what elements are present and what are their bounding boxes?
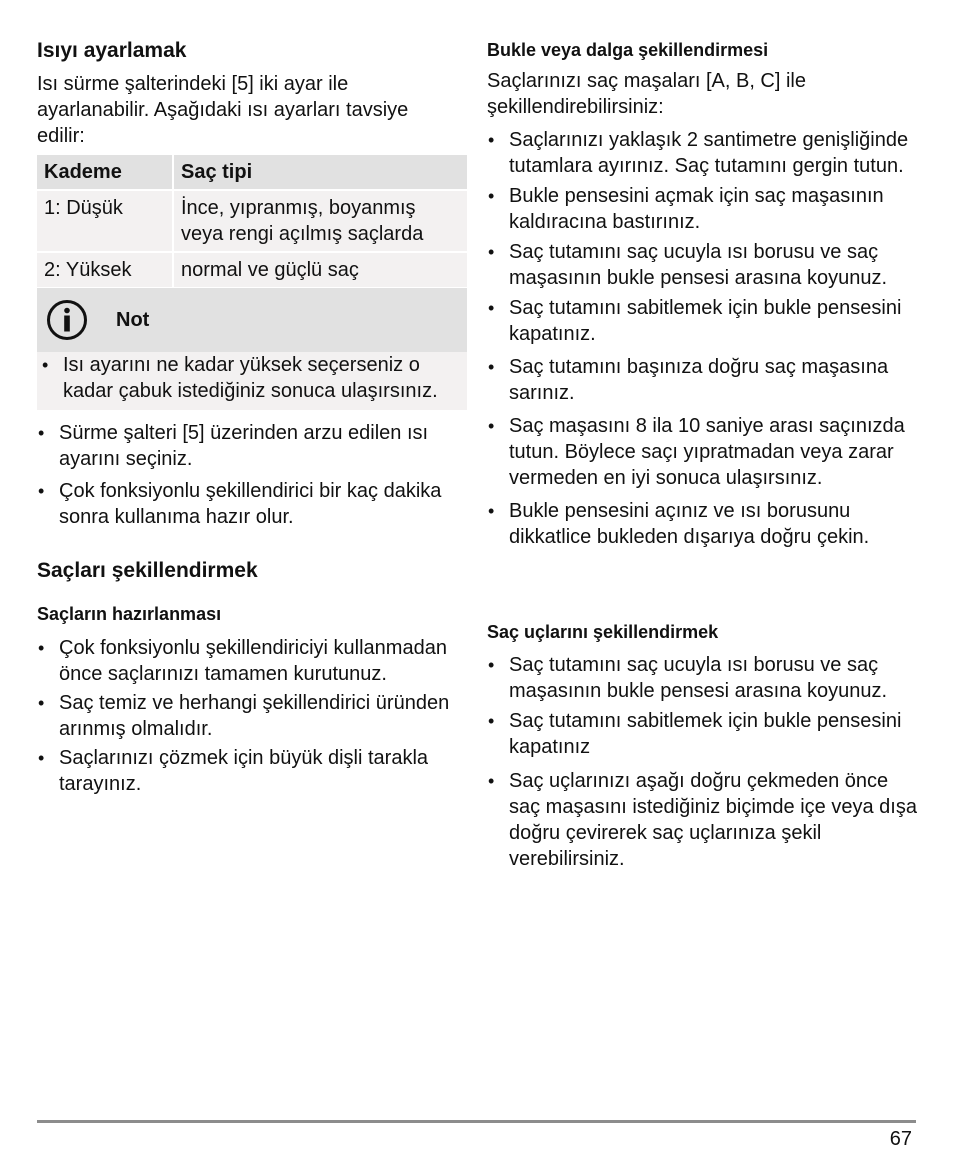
page-number: 67 [889,1128,912,1150]
table-row [37,252,467,288]
curl-steps-list [487,127,919,550]
table-cell-hair-type: normal ve güçlü saç [173,252,467,288]
list-item: • Saç tutamını sabitlemek için bukle pensesini kapatınız [487,708,919,760]
list-item: • Saç tutamını başınıza doğru saç maşasına sarınız. [487,354,919,406]
list-item: • Saç tutamını sabitlemek için bukle pensesini kapatınız. [487,295,919,347]
note-title: Not [116,309,150,331]
note-header [37,288,467,352]
table-header-level: Kademe [37,155,173,190]
list-item: • Saçlarınızı yaklaşık 2 santimetre genişliğinde tutamlara ayırınız. Saç tutamını gergin tutun. [487,127,919,179]
table-header-row [37,155,467,190]
list-item: • Sürme şalteri [5] üzerinden arzu edilen ısı ayarını seçiniz. [37,420,467,472]
tips-subtitle: Saç uçlarını şekillendirmek [487,622,719,642]
prep-steps-list [37,635,467,797]
tips-steps-list [487,652,919,872]
note-text: • Isı ayarını ne kadar yüksek seçerseniz o kadar çabuk istediğiniz sonuca ulaşırsınız. [41,352,457,404]
table-row [37,190,467,252]
curl-intro-text: Saçlarınızı saç maşaları [A, B, C] ile şekillendirebilirsiniz: [487,70,806,118]
table-header-hair-type: Saç tipi [173,155,467,190]
list-item: • Çok fonksiyonlu şekillendiriciyi kullanmadan önce saçlarınızı tamamen kurutunuz. [37,635,467,687]
list-item: • Saç tutamını saç ucuyla ısı borusu ve saç maşasının bukle pensesi arasına koyunuz. [487,652,919,704]
info-icon [46,299,88,341]
heat-settings-table [37,155,467,289]
table-cell-level: 1: Düşük [37,190,173,252]
list-item: • Saç maşasını 8 ila 10 saniye arası saçınızda tutun. Böylece saçı yıpratmadan veya zarar vermeden en iyi sonuca ulaşırsınız. [487,413,919,491]
heat-section-title: Isıyı ayarlamak [37,39,187,62]
heat-intro-text: Isı sürme şalterindeki [5] iki ayar ile ayarlanabilir. Aşağıdaki ısı ayarları tavsiye edilir: [37,73,409,147]
styling-section-title: Saçları şekillendirmek [37,559,258,582]
list-item: • Bukle pensesini açınız ve ısı borusunu dikkatlice bukleden dışarıya doğru çekin. [487,498,919,550]
list-item: • Saç uçlarınızı aşağı doğru çekmeden önce saç maşasını istediğiniz biçimde içe veya dışa doğru çevirerek saç uçlarınıza şekil verebilirsiniz. [487,768,919,872]
curl-subtitle: Bukle veya dalga şekillendirmesi [487,40,769,60]
list-item: • Çok fonksiyonlu şekillendirici bir kaç dakika sonra kullanıma hazır olur. [37,478,467,530]
list-item: • Bukle pensesini açmak için saç maşasının kaldıracına bastırınız. [487,183,919,235]
prep-subtitle: Saçların hazırlanması [37,604,222,624]
note-box [37,288,467,410]
list-item: • Saç temiz ve herhangi şekillendirici üründen arınmış olmalıdır. [37,690,467,742]
table-cell-hair-type: İnce, yıpranmış, boyanmış veya rengi açılmış saçlarda [173,190,467,252]
note-list [37,352,467,404]
list-item: • Saçlarınızı çözmek için büyük dişli tarakla tarayınız. [37,745,467,797]
heat-steps-list [37,420,467,530]
list-item: • Saç tutamını saç ucuyla ısı borusu ve saç maşasının bukle pensesi arasına koyunuz. [487,239,919,291]
footer-divider [37,1120,916,1123]
table-cell-level: 2: Yüksek [37,252,173,288]
